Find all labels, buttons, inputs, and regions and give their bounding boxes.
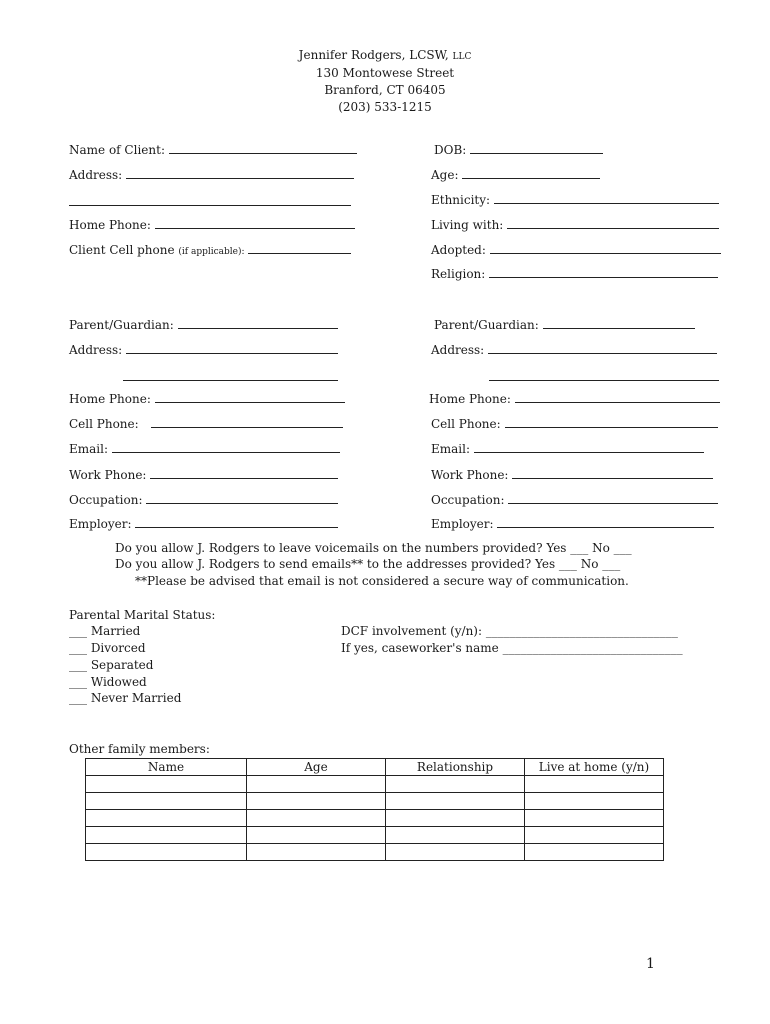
table-cell[interactable] [386,844,525,861]
marital-option-widowed[interactable]: ___ Widowed [69,675,147,689]
guardian2-address-line-2[interactable] [489,380,719,381]
client-age-field[interactable] [431,167,600,183]
guardian1-address-field[interactable] [69,342,338,358]
guardian2-home-phone-label: Home Phone: [429,392,511,406]
email-security-note: **Please be advised that email is not considered a secure way of communication. [135,574,629,588]
table-cell[interactable] [86,844,247,861]
email-consent[interactable]: Do you allow J. Rodgers to send emails** to the addresses provided? Yes ___ No ___ [115,557,621,571]
guardian1-address-line[interactable] [126,342,338,354]
table-row [86,793,664,810]
table-row [86,844,664,861]
client-dob-label: DOB: [434,143,467,157]
guardian1-title-label: Parent/Guardian: [69,318,174,332]
family-members-title: Other family members: [69,742,210,756]
dcf-caseworker-field[interactable]: If yes, caseworker's name ______________________________ [341,641,683,655]
client-living-with-line[interactable] [507,217,719,229]
client-home-phone-line[interactable] [155,217,355,229]
table-cell[interactable] [386,776,525,793]
guardian1-email-line[interactable] [112,441,340,453]
client-address-field[interactable] [69,167,354,183]
practitioner-suffix: LLC [452,52,472,62]
guardian1-employer-label: Employer: [69,517,132,531]
marital-option-separated[interactable]: ___ Separated [69,658,154,672]
practice-phone: (203) 533-1215 [338,100,432,114]
guardian1-occupation-line[interactable] [146,492,338,504]
client-adopted-field[interactable] [431,242,721,258]
practice-street: 130 Montowese Street [315,66,455,80]
client-address-line[interactable] [126,167,354,179]
client-cell-field[interactable] [69,242,351,260]
table-row [86,810,664,827]
table-cell[interactable] [86,827,247,844]
guardian2-home-phone-line[interactable] [515,391,720,403]
table-cell[interactable] [247,844,386,861]
client-religion-label: Religion: [431,267,486,281]
guardian1-email-label: Email: [69,442,109,456]
guardian2-work-phone-field[interactable] [431,467,713,483]
guardian2-cell-phone-label: Cell Phone: [431,417,501,431]
client-adopted-line[interactable] [490,242,721,254]
guardian2-email-line[interactable] [474,441,704,453]
table-cell[interactable] [525,844,664,861]
marital-option-married[interactable]: ___ Married [69,624,141,638]
client-name-field[interactable] [69,142,357,158]
family-col-name: Name [86,759,247,776]
client-dob-field[interactable] [434,142,603,158]
guardian2-work-phone-label: Work Phone: [431,468,509,482]
guardian1-home-phone-field[interactable] [69,391,345,407]
guardian2-employer-field[interactable] [431,516,714,532]
client-age-label: Age: [431,168,459,182]
client-cell-note: (if applicable): [178,247,245,257]
table-cell[interactable] [525,810,664,827]
guardian2-email-label: Email: [431,442,471,456]
guardian1-work-phone-field[interactable] [69,467,338,483]
family-col-age: Age [247,759,386,776]
guardian2-address-line[interactable] [488,342,717,354]
guardian1-cell-phone-field[interactable] [69,416,343,432]
guardian2-occupation-line[interactable] [508,492,718,504]
family-table-header-row [86,759,664,776]
table-cell[interactable] [386,793,525,810]
page-number: 1 [646,956,655,972]
guardian1-cell-phone-line[interactable] [151,416,343,428]
guardian2-address-field[interactable] [431,342,717,358]
guardian2-address-label: Address: [431,343,485,357]
guardian2-occupation-label: Occupation: [431,493,505,507]
table-cell[interactable] [247,776,386,793]
guardian2-email-field[interactable] [431,441,704,457]
guardian2-occupation-field[interactable] [431,492,718,508]
client-ethnicity-label: Ethnicity: [431,193,491,207]
table-cell[interactable] [386,827,525,844]
guardian1-occupation-label: Occupation: [69,493,143,507]
marital-status-title: Parental Marital Status: [69,608,216,622]
table-row [86,776,664,793]
practitioner-name-text: Jennifer Rodgers, LCSW, [298,48,449,62]
client-ethnicity-field[interactable] [431,192,719,208]
marital-option-never-married[interactable]: ___ Never Married [69,691,182,705]
client-religion-line[interactable] [489,266,718,278]
client-religion-field[interactable] [431,266,718,282]
table-cell[interactable] [86,776,247,793]
table-cell[interactable] [247,810,386,827]
client-living-with-field[interactable] [431,217,719,233]
guardian1-employer-line[interactable] [135,516,338,528]
guardian1-name-line[interactable] [178,317,338,329]
guardian2-cell-phone-field[interactable] [431,416,718,432]
guardian1-email-field[interactable] [69,441,340,457]
client-cell-label: Client Cell phone [69,243,175,257]
guardian1-address-line-2[interactable] [123,380,338,381]
client-home-phone-label: Home Phone: [69,218,151,232]
client-home-phone-field[interactable] [69,217,355,233]
guardian1-home-phone-label: Home Phone: [69,392,151,406]
practice-city: Branford, CT 06405 [324,83,446,97]
client-address-line-2[interactable] [69,205,351,206]
table-cell[interactable] [247,827,386,844]
table-cell[interactable] [525,827,664,844]
guardian1-address-label: Address: [69,343,123,357]
table-cell[interactable] [86,793,247,810]
client-name-label: Name of Client: [69,143,165,157]
guardian2-home-phone-field[interactable] [429,391,720,407]
client-age-line[interactable] [462,167,600,179]
guardian2-title-field[interactable] [434,317,695,333]
practitioner-name [0,47,770,66]
guardian1-cell-phone-label: Cell Phone: [69,417,139,431]
guardian2-employer-label: Employer: [431,517,494,531]
voicemail-consent[interactable]: Do you allow J. Rodgers to leave voicemails on the numbers provided? Yes ___ No ___ [115,541,632,555]
client-adopted-label: Adopted: [431,243,486,257]
table-cell[interactable] [525,776,664,793]
table-cell[interactable] [525,793,664,810]
table-cell[interactable] [247,793,386,810]
guardian1-title-field[interactable] [69,317,338,333]
client-cell-line[interactable] [248,242,351,254]
table-row [86,827,664,844]
guardian2-work-phone-line[interactable] [512,467,713,479]
table-cell[interactable] [86,810,247,827]
client-ethnicity-line[interactable] [494,192,719,204]
marital-option-divorced[interactable]: ___ Divorced [69,641,146,655]
guardian2-name-line[interactable] [543,317,695,329]
guardian1-occupation-field[interactable] [69,492,338,508]
guardian2-cell-phone-line[interactable] [505,416,718,428]
family-col-relationship: Relationship [386,759,525,776]
guardian1-home-phone-line[interactable] [155,391,345,403]
guardian1-work-phone-line[interactable] [150,467,338,479]
guardian2-title-label: Parent/Guardian: [434,318,539,332]
client-living-with-label: Living with: [431,218,504,232]
guardian1-employer-field[interactable] [69,516,338,532]
client-name-line[interactable] [169,142,357,154]
family-col-live-at-home: Live at home (y/n) [525,759,664,776]
guardian1-work-phone-label: Work Phone: [69,468,147,482]
client-address-label: Address: [69,168,123,182]
guardian2-employer-line[interactable] [497,516,714,528]
client-dob-line[interactable] [470,142,603,154]
dcf-involvement-field[interactable]: DCF involvement (y/n): ________________________________ [341,624,678,638]
family-members-table [85,758,664,861]
table-cell[interactable] [386,810,525,827]
